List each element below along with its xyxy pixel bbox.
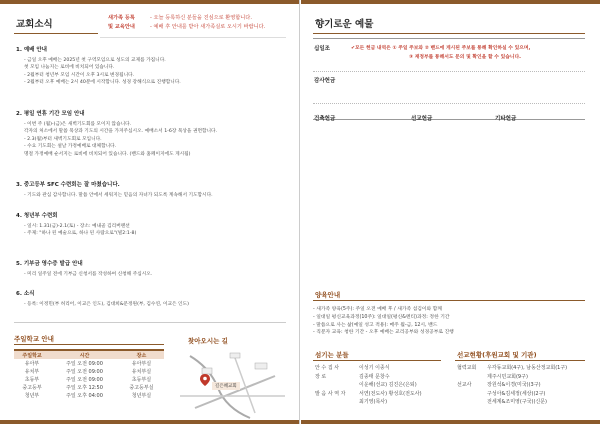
table-cell: 주일 오전 09:00 <box>66 368 103 375</box>
notice-1 <box>16 47 181 87</box>
table-cell: 중고등부실 <box>129 384 154 391</box>
notice-heading: 3. 중고등부 SFC 수련회는 잘 마쳤습니다. <box>16 182 120 188</box>
location-pin-icon <box>200 374 210 386</box>
notice-heading: 2. 평일 연휴 기간 모임 안내 <box>16 111 85 117</box>
notice-item: 각자의 처소에서 말씀 묵상과 기도의 시간을 가져주십시오. 예배소서 1-6장 묵상을 권면합니다. <box>24 129 218 135</box>
table-row <box>14 391 164 399</box>
mission-names: 장원석&이경(미국)(3구) <box>487 382 541 389</box>
notice-heading: 5. 기부금 영수증 발급 안내 <box>16 261 83 267</box>
notice-heading: 1. 예배 안내 <box>16 47 47 53</box>
servant-names: 이성기 이종식 <box>359 365 390 371</box>
mission-type: 협력교회 <box>457 365 477 371</box>
table-row <box>14 367 164 375</box>
table-header: 장소 <box>119 350 164 359</box>
table-cell: 유아부 <box>24 360 40 367</box>
servants-list <box>315 364 422 407</box>
notice-item: - 주제: "하나 된 예술으로, 하나 된 사람으로"(빌2:1-8) <box>24 231 137 237</box>
sunday-school-table <box>14 349 164 399</box>
offering-label: 기타헌금 <box>495 116 517 122</box>
table-cell: 유치부실 <box>131 368 152 375</box>
table-cell: 중고등부 <box>22 384 42 391</box>
notice-heading: 4. 청년부 수련회 <box>16 213 58 219</box>
table-cell: 청년부실 <box>131 392 152 399</box>
notice-item: 명절 가정예배 순서지는 로비에 비치되어 있습니다. (밴드와 홈페이지에도 게시됨) <box>24 151 191 157</box>
offering-label: 선교헌금 <box>411 116 433 122</box>
page-title: 향기로운 예물 <box>315 19 374 30</box>
prayer-title: 양육안내 <box>315 291 341 299</box>
notice-5 <box>16 261 152 278</box>
table-cell: 주일 오전 09:00 <box>66 360 103 367</box>
prayer-item: - 새가족 양육(5주): 주일 오전 예배 후 / 새가족 섬김이와 함께 <box>313 307 442 312</box>
mission-row <box>457 398 567 407</box>
servant-row <box>315 390 422 399</box>
table-header: 주일학교 <box>14 350 50 359</box>
right-page <box>301 0 600 424</box>
page-title: 교회소식 <box>16 19 53 30</box>
notice-4 <box>16 213 136 238</box>
notice-item: - 2.3(월)부터 새벽기도회로 모입니다. <box>24 136 102 142</box>
servant-row <box>315 364 422 373</box>
grid-line <box>313 103 585 104</box>
table-row <box>14 375 164 383</box>
title-underline <box>14 33 98 34</box>
servant-row <box>315 373 422 382</box>
table-cell: 주일 오후 04:00 <box>66 392 103 399</box>
mission-row <box>457 364 567 373</box>
notice-line: ✔모든 헌금 내역은 ① 주일 주보와 ② 밴드에 게시된 주보를 통해 확인하실 수 있으며, <box>351 46 531 51</box>
schedule-underline <box>14 344 164 345</box>
mission-row <box>457 381 567 390</box>
greeting-text: - 예배 후 안내를 받아 새가족실로 오시기 바랍니다. <box>150 24 266 30</box>
mission-list <box>457 364 567 407</box>
table-cell: 유치부 <box>24 368 40 375</box>
servant-row <box>315 381 422 390</box>
title-underline <box>313 33 585 34</box>
notice-item: - 수요 기도회는 설날 가정예배로 대체합니다. <box>24 144 117 150</box>
notice-heading: 6. 소식 <box>16 291 35 297</box>
notice-item: - 이번 주 (월)-(금)은 새벽기도회를 모이지 않습니다. <box>24 121 132 127</box>
table-row <box>14 359 164 367</box>
divider <box>100 37 286 38</box>
prayer-item: - 직분자 교육: 청한 기간 - 오후 예배는 교리공부와 성경공부로 진행 <box>313 330 454 336</box>
servant-names: 김종태 문창수 <box>359 373 390 380</box>
servant-names: 최기영(목사) <box>359 399 388 406</box>
prayer-underline <box>313 300 585 301</box>
offering-label: 건축헌금 <box>314 116 336 122</box>
table-cell: 주일 오후 12:50 <box>66 384 103 391</box>
mission-underline <box>455 360 585 361</box>
mission-names: 우각동교회(4구), 남동산정교회(1구) <box>487 365 568 371</box>
notice-item: - 2월부터 청년부 모임 시간이 오후 3시로 변경됩니다. <box>24 72 135 78</box>
greeting-box <box>108 14 265 32</box>
table-cell: 유아부실 <box>131 360 152 367</box>
mission-row <box>457 373 567 382</box>
mission-names: 전세계&조미영(구국)(신문) <box>487 399 548 406</box>
prayer-list <box>313 306 454 337</box>
schedule-title: 주일학교 안내 <box>14 335 54 343</box>
bottom-border <box>301 420 600 424</box>
table-header: 시간 <box>50 350 119 359</box>
servant-role: 발 음 사 역 자 <box>315 390 346 397</box>
table-cell: 초등부 <box>24 376 40 383</box>
prayer-item: - 말씀으로 사는 삶(예일 성고 적용): 매주 월-금, 12시, 밴드 <box>313 322 438 328</box>
notice-2 <box>16 111 217 159</box>
notice-6 <box>16 291 189 308</box>
servant-row <box>315 398 422 407</box>
offering-notice <box>351 44 530 62</box>
mission-names: 제주시민교회(9구) <box>487 373 528 380</box>
offering-label: 감사헌금 <box>314 78 336 84</box>
directions-map <box>180 337 285 416</box>
divider <box>14 322 286 323</box>
notice-item: - 미리 일주일 전에 기부금 신청서를 작성하여 신청해 주십시오. <box>24 271 153 277</box>
servant-role: 안 수 집 사 <box>315 365 340 371</box>
grid-line <box>313 71 585 72</box>
table-cell: 초등부실 <box>131 376 152 383</box>
notice-item: 첫 모임 나눔지는 로비에 비치되어 있습니다. <box>24 65 115 71</box>
table-cell: 주일 오전 09:00 <box>66 376 103 383</box>
map-title: 찾아오시는 길 <box>188 337 228 345</box>
notice-item: - 2월부터 오후 예배는 2시 40분에 시작합니다. 성경 강해식으로 진행합니다. <box>24 80 181 86</box>
notice-item: - 일시: 1.31(금)-2.1(토) - 장소: 예내골 김리버랜션 <box>24 223 130 229</box>
mission-title: 선교현황(후원교회 및 기관) <box>457 351 537 359</box>
notice-3 <box>16 182 213 199</box>
servants-title: 섬기는 분들 <box>315 351 349 359</box>
greeting-text: - 오늘 등록하신 분들을 진심으로 환영합니다. <box>150 15 252 21</box>
church-label: 길은혜교회 <box>212 382 240 390</box>
offering-label: 십일조 <box>314 46 330 52</box>
mission-type: 선교사 <box>457 382 472 389</box>
servants-underline <box>313 360 441 361</box>
notice-line: ③ 재정부를 통해서도 문의 및 확인을 할 수 있습니다. <box>409 55 521 60</box>
top-border <box>301 0 600 4</box>
table-row <box>14 383 164 391</box>
mission-row <box>457 390 567 399</box>
servant-names: 이운해(선교) 김진은(은퇴) <box>359 382 417 389</box>
top-border <box>0 0 299 4</box>
table-cell: 청년부 <box>24 392 40 399</box>
notice-item: - 등록: 이정민(부 허리어, 이교은 인도), 김대희&문정원(부, 김수연, 이교은 인도) <box>24 301 189 307</box>
greeting-label: 및 교육안내 <box>108 24 135 30</box>
notice-item: - 기도와 관심 감사합니다. 말씀 안에서 세워지는 믿음의 자녀가 되도록 계속해서 기도합시다. <box>24 192 213 198</box>
servant-names: 서연(전도사) 황성호(전도사) <box>359 390 422 397</box>
mission-names: 구성아&김세정(세상)(2구) <box>487 390 546 397</box>
notice-item: - 금일 오후 예배는 2025년 첫 구역모임으로 성도의 교제를 가집니다. <box>24 57 166 63</box>
greeting-label: 새가족 등록 <box>108 15 135 21</box>
bottom-border <box>0 420 299 424</box>
prayer-item: - 일대일 평신교육과정(10주): 일대일(평신&멘티)과정: 정한 기간 <box>313 314 450 320</box>
servant-role: 장 로 <box>315 373 327 380</box>
